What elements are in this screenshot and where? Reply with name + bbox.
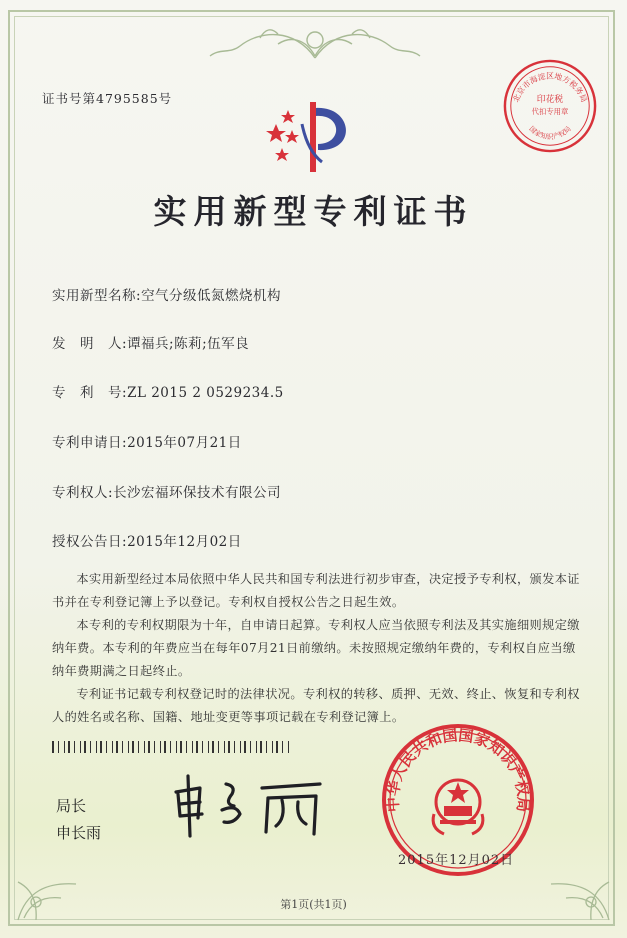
field-label: 专利申请日: [52, 435, 128, 451]
barcode-bar [64, 741, 65, 753]
barcode-bar [74, 741, 75, 753]
small-seal-center-2: 代扣专用章 [531, 106, 569, 116]
field-grant-date [52, 530, 242, 550]
tax-seal-icon [501, 57, 599, 155]
barcode-bar [266, 741, 267, 753]
field-value: ZL 2015 2 0529234.5 [127, 385, 284, 401]
certificate-number: 证书号第4795585号 [42, 91, 173, 106]
field-value: 2015年07月21日 [127, 435, 242, 451]
barcode-bar [212, 741, 214, 753]
barcode-bar [176, 741, 177, 753]
field-filing-date [52, 431, 242, 451]
field-label: 实用新型名称: [52, 288, 142, 304]
barcode-bar [144, 741, 145, 753]
field-value: 谭福兵;陈莉;伍军良 [127, 336, 250, 352]
barcode-bar [170, 741, 171, 753]
corner-ornament-icon [541, 862, 611, 922]
field-label: 专利权人: [52, 485, 114, 501]
barcode-bar [80, 741, 81, 753]
barcode-bar [112, 741, 113, 753]
barcode-bar [228, 741, 230, 753]
body-paragraph-1: 本实用新型经过本局依照中华人民共和国专利法进行初步审查，决定授予专利权，颁发本证书并在专利登记簿上予以登记。专利权自授权公告之日起生效。 [52, 572, 580, 609]
barcode-bar [180, 741, 182, 753]
barcode-bar [276, 741, 278, 753]
barcode-bar [90, 741, 91, 753]
field-label: 授权公告日: [52, 534, 128, 550]
barcode-bar [218, 741, 219, 753]
barcode-bar [122, 741, 123, 753]
barcode-bar [100, 741, 102, 753]
field-utility-model-name [52, 284, 281, 304]
barcode-bar [282, 741, 283, 753]
barcode-bar [132, 741, 134, 753]
page-number: 第1页(共1页) [280, 898, 347, 911]
body-paragraph-2: 本专利的专利权期限为十年，自申请日起算。专利权人应当依照专利法及其实施细则规定缴纳年费。本专利的年费应当在每年07月21日前缴纳。未按照规定缴纳年费的，专利权自应当缴纳年费期满之日起终止。 [52, 618, 580, 678]
small-seal-ring-text: 北京市海淀区地方税务局 [511, 71, 589, 104]
patent-office-logo-icon [258, 94, 368, 176]
barcode-bar [192, 741, 193, 753]
certificate-title: 实用新型专利证书 [153, 192, 474, 231]
field-inventor [52, 332, 249, 352]
corner-ornament-icon [16, 862, 86, 922]
seal-ring-text: 中华人民共和国国家知识产权局 [383, 726, 533, 813]
seal-date: 2015年12月02日 [398, 853, 515, 868]
signatory-name: 申长雨 [56, 824, 102, 842]
svg-text:国家知识产权局 [527, 124, 572, 141]
barcode-bar [234, 741, 235, 753]
field-value: 空气分级低氮燃烧机构 [141, 288, 282, 304]
small-seal-bottom-text: 国家知识产权局 [527, 124, 573, 141]
barcode-bar [250, 741, 251, 753]
barcode-bar [256, 741, 257, 753]
barcode-bar [148, 741, 150, 753]
barcode-bar [202, 741, 203, 753]
barcode-bar [160, 741, 161, 753]
barcode-bar [164, 741, 166, 753]
small-seal-center-1: 印花税 [536, 95, 564, 106]
field-value: 长沙宏福环保技术有限公司 [113, 485, 282, 501]
barcode-bar [106, 741, 107, 753]
barcode-bar [116, 741, 118, 753]
barcode-bar [240, 741, 241, 753]
field-label: 发 明 人: [52, 336, 128, 352]
barcode-bar [154, 741, 155, 753]
barcode-bar [96, 741, 97, 753]
barcode-icon [52, 741, 292, 753]
barcode-bar [208, 741, 209, 753]
barcode-bar [244, 741, 246, 753]
svg-text:中华人民共和国国家知识产权局 [384, 726, 533, 812]
barcode-bar [288, 741, 289, 753]
barcode-bar [68, 741, 70, 753]
barcode-bar [224, 741, 225, 753]
barcode-bar [138, 741, 139, 753]
barcode-bar [58, 741, 59, 753]
handwritten-signature-icon [170, 770, 330, 840]
field-patent-number [52, 381, 284, 401]
certificate-body [52, 568, 580, 729]
field-label: 专 利 号: [52, 385, 128, 401]
barcode-bar [128, 741, 129, 753]
barcode-bar [196, 741, 198, 753]
top-ornament-icon [200, 18, 430, 68]
field-value: 2015年12月02日 [127, 534, 242, 550]
body-paragraph-3: 专利证书记载专利权登记时的法律状况。专利权的转移、质押、无效、终止、恢复和专利权人的姓名或名称、国籍、地址变更等事项记载在专利登记簿上。 [52, 687, 580, 724]
barcode-bar [84, 741, 86, 753]
field-patentee [52, 481, 281, 501]
signatory-title: 局长 [56, 797, 87, 815]
barcode-bar [52, 741, 54, 753]
barcode-bar [260, 741, 262, 753]
barcode-bar [186, 741, 187, 753]
barcode-bar [272, 741, 273, 753]
